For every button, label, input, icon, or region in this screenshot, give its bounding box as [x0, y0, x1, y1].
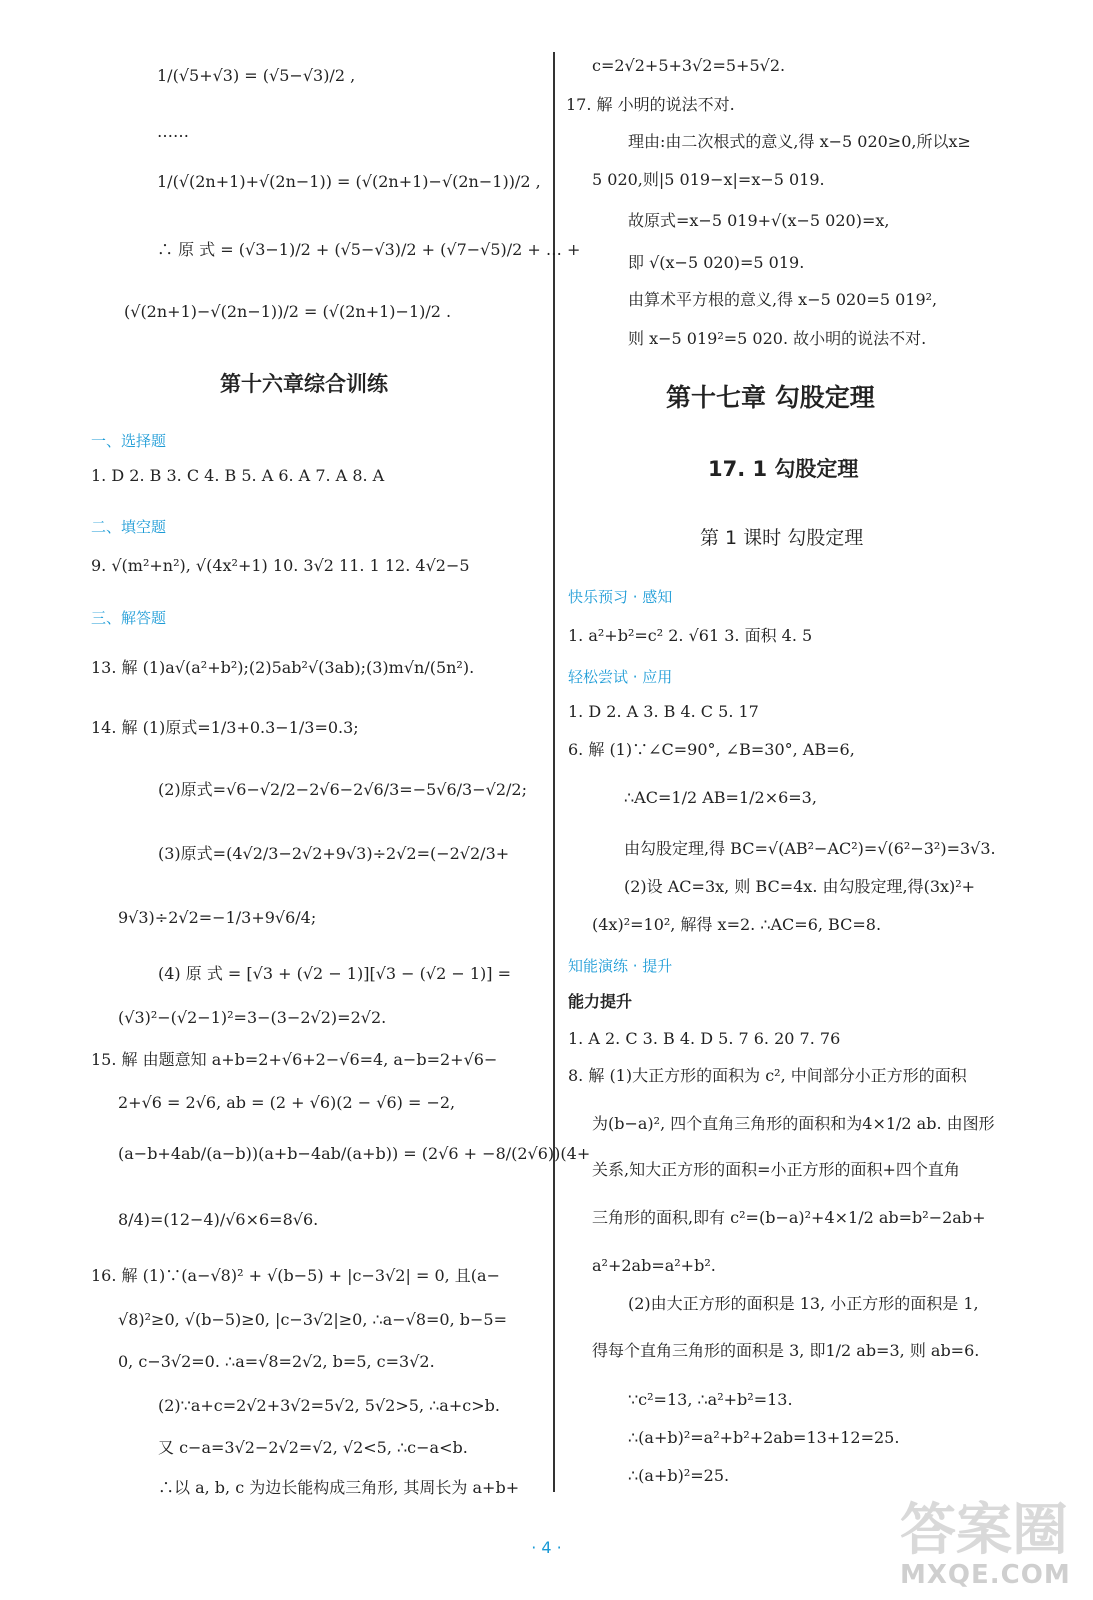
block-try-heading: 轻松尝试 · 应用: [568, 668, 673, 686]
q17-reason: 理由:由二次根式的意义,得 x−5 020≥0,所以x≥: [628, 132, 971, 151]
q15-line2: 2+√6 = 2√6, ab = (2 + √6)(2 − √6) = −2,: [118, 1093, 456, 1112]
preview-answers: 1. a²+b²=c² 2. √61 3. 面积 4. 5: [568, 626, 813, 645]
eq-line-1: 1/(√5+√3) = (√5−√3)/2 ,: [157, 66, 356, 85]
q16-line6: ∴以 a, b, c 为边长能构成三角形, 其周长为 a+b+: [158, 1478, 520, 1497]
q8-line2: 为(b−a)², 四个直角三角形的面积和为4×1/2 ab. 由图形: [592, 1114, 995, 1133]
q8-line6: (2)由大正方形的面积是 13, 小正方形的面积是 1,: [628, 1294, 979, 1313]
q15-line1: 15. 解 由题意知 a+b=2+√6+2−√6=4, a−b=2+√6−: [91, 1050, 498, 1069]
q6-line4: (2)设 AC=3x, 则 BC=4x. 由勾股定理,得(3x)²+: [624, 877, 976, 896]
ellipsis-line: ……: [157, 122, 189, 141]
q16-line5: 又 c−a=3√2−2√2=√2, √2<5, ∴c−a<b.: [158, 1438, 468, 1457]
q16-line1: 16. 解 (1)∵(a−√8)² + √(b−5) + |c−3√2| = 0, 且(a−: [91, 1266, 500, 1285]
section-choice-heading: 一、选择题: [91, 432, 167, 450]
q8-line3: 关系,知大正方形的面积=小正方形的面积+四个直角: [592, 1160, 960, 1179]
section-fill-heading: 二、填空题: [91, 518, 167, 536]
q14-part1: 14. 解 (1)原式=1/3+0.3−1/3=0.3;: [91, 718, 359, 737]
section-17-1-title: 17. 1 勾股定理: [708, 457, 859, 481]
q8-line5: a²+2ab=a²+b².: [592, 1256, 716, 1275]
q16-line4: (2)∵a+c=2√2+3√2=5√2, 5√2>5, ∴a+c>b.: [158, 1396, 500, 1415]
q8-line10: ∴(a+b)²=25.: [628, 1466, 730, 1485]
eq-line-2: 1/(√(2n+1)+√(2n−1)) = (√(2n+1)−√(2n−1))/2 ,: [157, 172, 541, 191]
block-preview-heading: 快乐预习 · 感知: [568, 588, 673, 606]
q6-line1: 6. 解 (1)∵∠C=90°, ∠B=30°, AB=6,: [568, 740, 855, 759]
q8-line1: 8. 解 (1)大正方形的面积为 c², 中间部分小正方形的面积: [568, 1066, 967, 1085]
try-answers: 1. D 2. A 3. B 4. C 5. 17: [568, 702, 759, 721]
q17-heading: 17. 解 小明的说法不对.: [566, 95, 735, 114]
q14-part4: (4) 原 式 = [√3 + (√2 − 1)][√3 − (√2 − 1)] =: [158, 964, 512, 983]
ability-answers: 1. A 2. C 3. B 4. D 5. 7 6. 20 7. 76: [568, 1029, 841, 1048]
eq-line-3: ∴ 原 式 = (√3−1)/2 + (√5−√3)/2 + (√7−√5)/2 + … +: [157, 240, 581, 259]
watermark-site: MXQE.COM: [900, 1560, 1071, 1590]
r-line1: c=2√2+5+3√2=5+5√2.: [592, 56, 786, 75]
q17-line6: 则 x−5 019²=5 020. 故小明的说法不对.: [628, 329, 927, 348]
q6-line3: 由勾股定理,得 BC=√(AB²−AC²)=√(6²−3²)=3√3.: [624, 839, 996, 858]
fill-answers: 9. √(m²+n²), √(4x²+1) 10. 3√2 11. 1 12. 4√2−5: [91, 556, 470, 575]
page-number: · 4 ·: [531, 1538, 562, 1557]
q17-line3: 故原式=x−5 019+√(x−5 020)=x,: [628, 211, 890, 230]
q17-line4: 即 √(x−5 020)=5 019.: [628, 253, 805, 272]
watermark-logo: 答案圈: [900, 1498, 1068, 1563]
q13: 13. 解 (1)a√(a²+b²);(2)5ab²√(3ab);(3)m√n/(5n²).: [91, 658, 475, 677]
q15-line4: 8/4)=(12−4)/√6×6=8√6.: [118, 1210, 319, 1229]
q15-line3: (a−b+4ab/(a−b))(a+b−4ab/(a+b)) = (2√6 + −8/(2√6))(4+: [118, 1144, 591, 1163]
ability-subheading: 能力提升: [568, 992, 633, 1011]
q6-line5: (4x)²=10², 解得 x=2. ∴AC=6, BC=8.: [592, 915, 882, 934]
chapter-17-title: 第十七章 勾股定理: [666, 383, 875, 412]
q16-line3: 0, c−3√2=0. ∴a=√8=2√2, b=5, c=3√2.: [118, 1352, 435, 1371]
q17-reason-cont: 5 020,则|5 019−x|=x−5 019.: [592, 170, 825, 189]
column-divider: [553, 52, 555, 1492]
q14-part2: (2)原式=√6−√2/2−2√6−2√6/3=−5√6/3−√2/2;: [158, 780, 527, 799]
q8-line7: 得每个直角三角形的面积是 3, 即1/2 ab=3, 则 ab=6.: [592, 1341, 980, 1360]
q17-line5: 由算术平方根的意义,得 x−5 020=5 019²,: [628, 290, 938, 309]
block-master-heading: 知能演练 · 提升: [568, 957, 673, 975]
eq-line-4: (√(2n+1)−√(2n−1))/2 = (√(2n+1)−1)/2 .: [124, 302, 452, 321]
q14-part3: (3)原式=(4√2/3−2√2+9√3)÷2√2=(−2√2/3+: [158, 844, 510, 863]
choice-answers: 1. D 2. B 3. C 4. B 5. A 6. A 7. A 8. A: [91, 466, 385, 485]
q14-part3-cont: 9√3)÷2√2=−1/3+9√6/4;: [118, 908, 317, 927]
q8-line8: ∵c²=13, ∴a²+b²=13.: [628, 1390, 793, 1409]
q16-line2: √8)²≥0, √(b−5)≥0, |c−3√2|≥0, ∴a−√8=0, b−5=: [118, 1310, 508, 1329]
chapter-16-review-title: 第十六章综合训练: [220, 372, 388, 396]
q6-line2: ∴AC=1/2 AB=1/2×6=3,: [624, 788, 817, 807]
q8-line9: ∴(a+b)²=a²+b²+2ab=13+12=25.: [628, 1428, 900, 1447]
section-solve-heading: 三、解答题: [91, 609, 167, 627]
lesson-title: 第 1 课时 勾股定理: [700, 527, 864, 549]
q14-part4-cont: (√3)²−(√2−1)²=3−(3−2√2)=2√2.: [118, 1008, 387, 1027]
q8-line4: 三角形的面积,即有 c²=(b−a)²+4×1/2 ab=b²−2ab+: [592, 1208, 986, 1227]
